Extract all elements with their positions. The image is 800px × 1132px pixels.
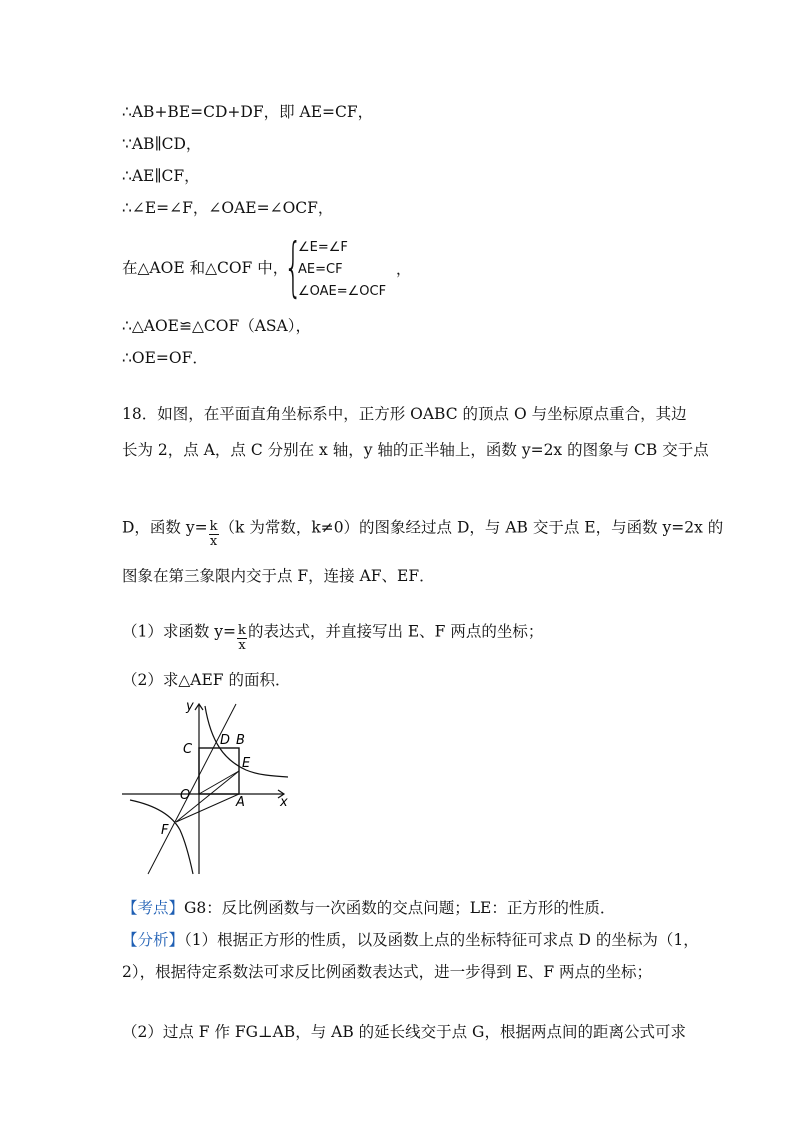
question-1 [122,618,544,653]
fraction-k-over-x [209,520,219,549]
fraction-numerator: k [209,519,218,534]
question-2: （2）求△AEF 的面积． [122,671,291,689]
label-o: O [180,788,191,803]
proof-line-4: ∴∠E=∠F，∠OAE=∠OCF， [122,199,334,217]
label-f: F [161,823,169,838]
proof-line-6: ∴△AOE≌△COF（ASA）， [122,317,311,335]
system-row-2: AE=CF [298,262,343,277]
label-y: y [186,700,194,714]
equation-system [284,231,414,305]
fenxi-line-3: （2）过点 F 作 FG⊥AB，与 AB 的延长线交于点 G，根据两点间的距离公式可求 [122,1023,686,1041]
kaodian-tag: 【考点】 [122,899,185,917]
label-x: x [280,795,288,810]
coordinate-figure [118,700,298,880]
kaodian-line [122,898,615,918]
fenxi-line-2: 2），根据待定系数法可求反比例函数表达式，进一步得到 E、F 两点的坐标； [122,963,653,981]
fenxi-line-1 [122,930,699,950]
proof-line-5: 在△AOE 和△COF 中， [122,259,289,277]
proof-line-2: ∵AB∥CD， [122,135,202,153]
label-c: C [183,742,193,757]
question-1-end: 的表达式，并直接写出 E、F 两点的坐标； [247,622,544,641]
system-suffix: ， [396,260,412,278]
segment-oe [199,771,239,794]
fraction-denominator: x [209,534,218,549]
fenxi-text-1: （1）根据正方形的性质，以及函数上点的坐标特征可求点 D 的坐标为（1， [184,931,699,949]
label-d: D [220,733,231,748]
system-row-1: ∠E=∠F [298,240,348,255]
fraction-denominator: x [238,638,246,653]
question-1-start: （1）求函数 y= [122,622,237,641]
label-b: B [236,733,245,748]
problem-line-1: 18．如图，在平面直角坐标系中，正方形 OABC 的顶点 O 与坐标原点重合，其边 [122,405,687,423]
proof-line-1: ∴AB+BE=CD+DF，即 AE=CF， [122,103,374,121]
problem-line-2: 长为 2，点 A，点 C 分别在 x 轴，y 轴的正半轴上，函数 y=2x 的图象与 CB 交于点 [122,441,709,459]
line-y-2x [148,704,236,874]
proof-line-3: ∴AE∥CF， [122,167,200,185]
system-row-3: ∠OAE=∠OCF [298,284,387,299]
fraction-k-over-x [237,624,247,653]
problem-line-3-end: （k 为常数，k≠0）的图象经过点 D，与 AB 交于点 E，与函数 y=2x 的 [219,518,724,537]
fraction-numerator: k [238,623,246,638]
kaodian-text: G8：反比例函数与一次函数的交点问题；LE：正方形的性质． [184,899,616,917]
label-e: E [242,756,251,771]
proof-line-7: ∴OE=OF． [122,349,208,367]
problem-line-4: 图象在第三象限内交于点 F，连接 AF、EF． [122,567,435,585]
problem-line-3 [122,514,724,549]
problem-line-3-start: D，函数 y= [122,518,208,537]
brace-icon: { [284,231,303,305]
label-a: A [236,795,245,810]
fenxi-tag: 【分析】 [122,931,185,949]
